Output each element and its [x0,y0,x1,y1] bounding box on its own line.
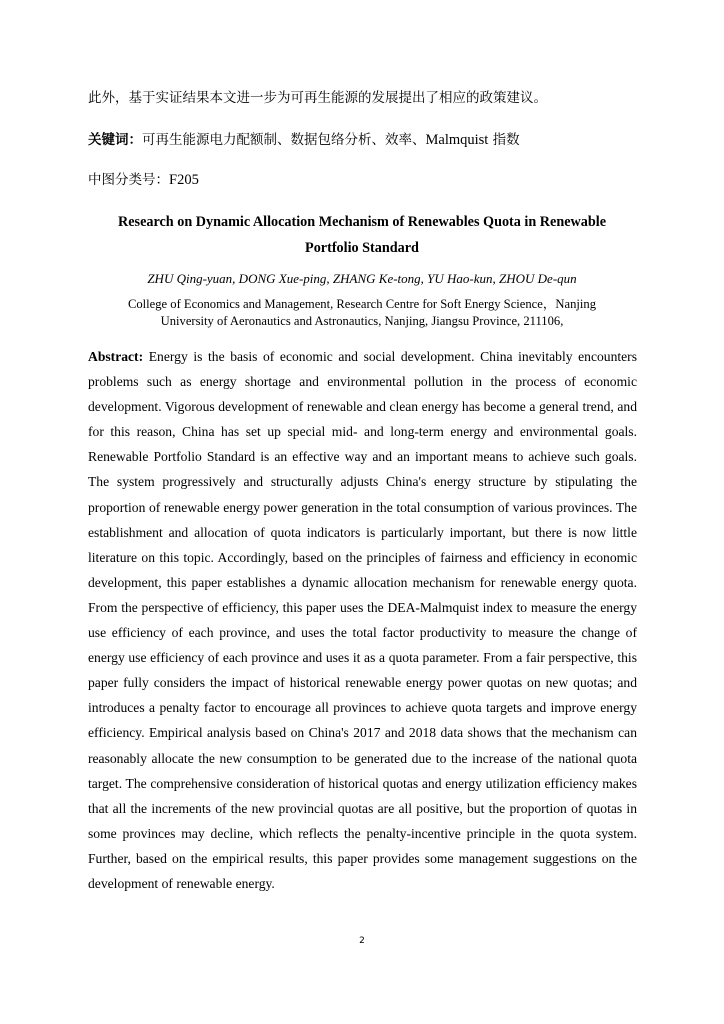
chinese-keywords-latin: Malmquist [425,132,489,148]
chinese-keywords [88,130,520,150]
chinese-keywords-text: 可再生能源电力配额制、数据包络分析、效率、 [142,132,426,148]
chinese-classification [88,170,199,190]
paper-authors: ZHU Qing-yuan, DONG Xue-ping, ZHANG Ke-tong, YU Hao-kun, ZHOU De-qun [147,271,577,286]
classification-label: 中图分类号： [88,172,169,188]
abstract-label: Abstract: [88,349,144,364]
english-abstract [88,344,637,896]
chinese-keywords-suffix: 指数 [488,132,520,148]
classification-code: F205 [169,172,199,188]
abstract-text: Energy is the basis of economic and social development. China inevitably encounters problems such as energy shortage and environmental pollution in the process of economic development. Vigorous development of renewable and clean energy has become a general trend, and for this reason, China has set up special mid- and long-term energy and environmental goals. Renewable Portfolio Standard is an effective way and an important means to achieve such goals. The system progressively and structurally adjusts China's energy structure by stipulating the proportion of renewable energy power generation in the total consumption of various provinces. The establishment and allocation of quota indicators is particularly important, but there is now little literature on this topic. Accordingly, based on the principles of fairness and efficiency in economic development, this paper establishes a dynamic allocation mechanism for renewable energy quota. From the perspective of efficiency, this paper uses the DEA-Malmquist index to measure the energy use efficiency of each province, and uses the total factor productivity to measure the change of energy use efficiency of each province and uses it as a quota parameter. From a fair perspective, this paper fully considers the impact of historical renewable energy power quotas on new quotas; and introduces a penalty factor to encourage all provinces to achieve quota targets and improve energy efficiency. Empirical analysis based on China's 2017 and 2018 data shows that the mechanism can reasonably allocate the new consumption to be generated due to the increase of the national quota target. The comprehensive consideration of historical quotas and energy utilization efficiency makes that all the increments of the new provincial quotas are all positive, but the proportion of quotas in some provinces may decline, which reflects the penalty-incentive principle in the quota system. Further, based on the empirical results, this paper provides some management suggestions on the development of renewable energy. [88,349,637,891]
chinese-abstract-tail [88,88,547,108]
paper-affiliation: College of Economics and Management, Research Centre for Soft Energy Science，Nanjing University of Aeronautics and Astronautics, Nanjing, Jiangsu Province, 211106, [127,297,597,328]
chinese-abstract-tail-text: 此外，基于实证结果本文进一步为可再生能源的发展提出了相应的政策建议。 [88,90,547,106]
chinese-keywords-label: 关键词： [88,132,142,148]
page-number: 2 [359,936,365,946]
paper-title: Research on Dynamic Allocation Mechanism of Renewables Quota in Renewable Portfolio Standard [118,214,606,256]
